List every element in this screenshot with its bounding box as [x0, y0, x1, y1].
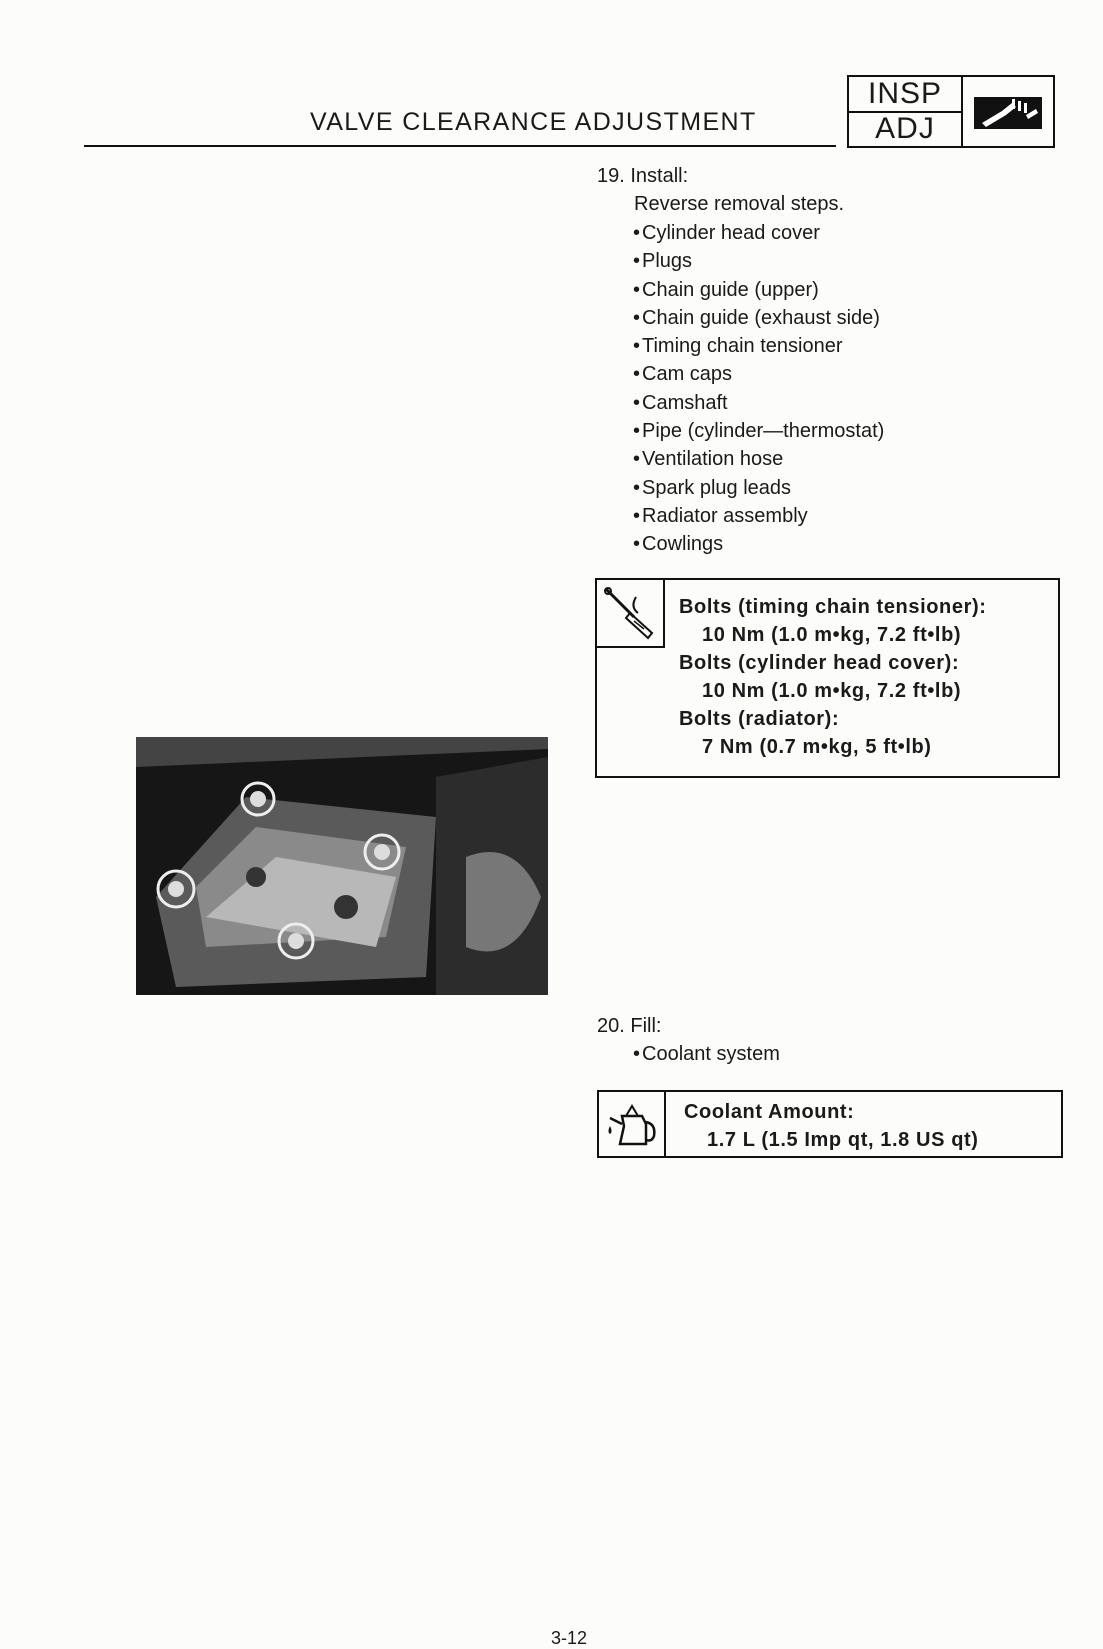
torque-value: 10 Nm (1.0 m•kg, 7.2 ft•lb)	[702, 624, 962, 646]
step-20-heading: 20. Fill:	[597, 1015, 662, 1037]
list-item: • Coolant system	[633, 1043, 780, 1066]
list-item: • Ventilation hose	[633, 445, 884, 473]
torque-spec-text	[665, 580, 987, 776]
list-item: • Chain guide (exhaust side)	[633, 304, 884, 332]
coolant-label: Coolant Amount:	[684, 1101, 855, 1123]
engine-cylinder-head-photo	[136, 737, 548, 995]
step-19-heading: 19. Install:	[597, 165, 689, 187]
wrench-in-hand-icon	[963, 77, 1053, 146]
torque-label: Bolts (radiator):	[679, 708, 840, 730]
torque-value: 10 Nm (1.0 m•kg, 7.2 ft•lb)	[702, 680, 962, 702]
install-list	[633, 219, 884, 559]
list-item: • Cowlings	[633, 530, 884, 558]
coolant-value: 1.7 L (1.5 Imp qt, 1.8 US qt)	[707, 1129, 979, 1151]
torque-label: Bolts (cylinder head cover):	[679, 652, 960, 674]
torque-spec-box	[595, 578, 1060, 778]
list-item: • Pipe (cylinder—thermostat)	[633, 417, 884, 445]
badge-insp: INSP	[849, 77, 961, 113]
coolant-spec-box	[597, 1090, 1063, 1158]
list-item: • Chain guide (upper)	[633, 276, 884, 304]
section-badge	[847, 75, 1055, 148]
list-item: • Cylinder head cover	[633, 219, 884, 247]
step-19-intro: Reverse removal steps.	[634, 193, 845, 215]
torque-wrench-icon	[597, 580, 665, 648]
coolant-spec-text	[666, 1092, 979, 1156]
list-item: • Camshaft	[633, 389, 884, 417]
list-item: • Spark plug leads	[633, 474, 884, 502]
badge-adj: ADJ	[875, 112, 935, 146]
page-title: VALVE CLEARANCE ADJUSTMENT	[310, 108, 757, 136]
title-rule	[84, 145, 836, 147]
list-item: • Timing chain tensioner	[633, 332, 884, 360]
list-item: • Cam caps	[633, 360, 884, 388]
page-number: 3-12	[551, 1628, 588, 1648]
torque-value: 7 Nm (0.7 m•kg, 5 ft•lb)	[702, 736, 932, 758]
badge-text	[849, 77, 963, 146]
oil-can-icon	[599, 1092, 666, 1156]
list-item: • Radiator assembly	[633, 502, 884, 530]
list-item: • Plugs	[633, 247, 884, 275]
torque-label: Bolts (timing chain tensioner):	[679, 596, 987, 618]
